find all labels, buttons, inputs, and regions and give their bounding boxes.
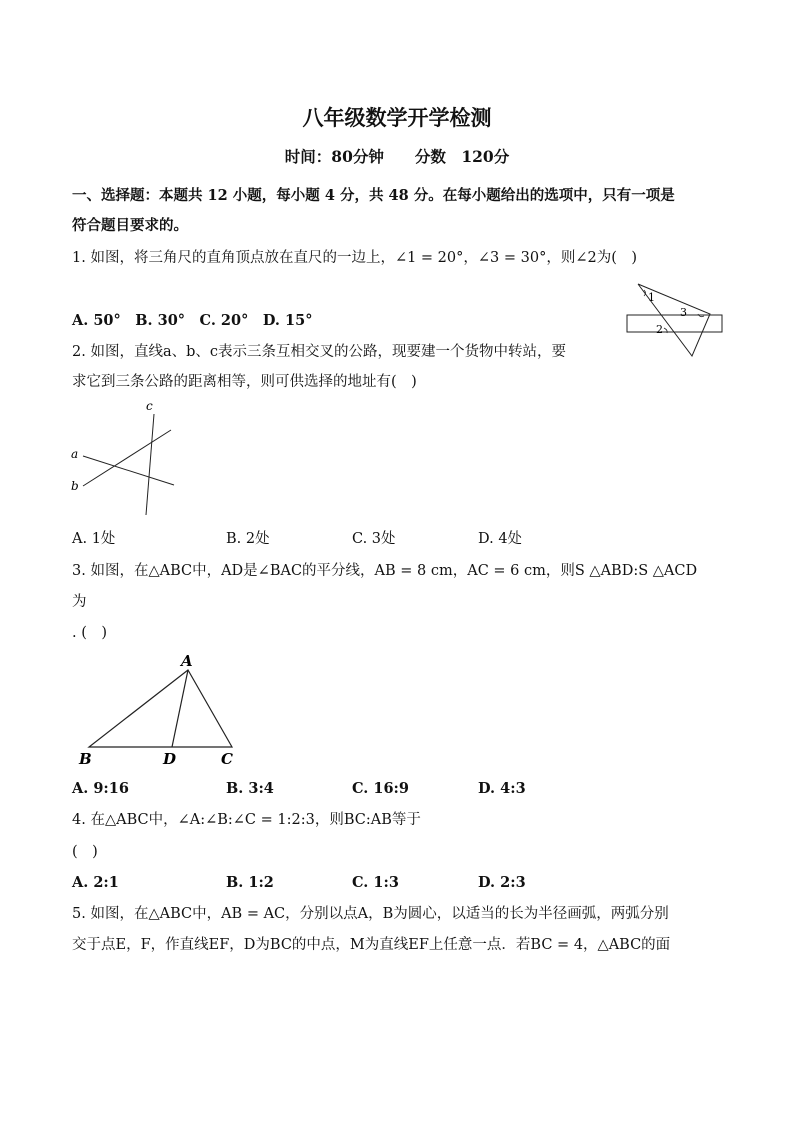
line-label-b: b — [71, 479, 79, 493]
question-3-figure — [75, 650, 245, 768]
triangle-abc — [89, 670, 232, 747]
question-3-line3: . ( ) — [72, 625, 108, 641]
question-4-option-a: A. 2:1 — [72, 874, 119, 891]
vertex-label-b: B — [79, 750, 92, 768]
vertex-label-c: C — [221, 750, 233, 768]
question-1-options: A. 50° B. 30° C. 20° D. 15° — [72, 312, 313, 329]
question-4-option-c: C. 1:3 — [352, 874, 399, 891]
question-2-line2: 求它到三条公路的距离相等，则可供选择的地址有( ) — [72, 374, 417, 390]
question-2-option-d: D. 4处 — [478, 531, 523, 547]
question-3-option-b: B. 3:4 — [226, 780, 274, 797]
vertex-label-a: A — [181, 652, 193, 670]
question-2-line1: 2. 如图，直线a、b、c表示三条互相交叉的公路，现要建一个货物中转站，要 — [72, 344, 566, 360]
page-title: 八年级数学开学检测 — [302, 105, 492, 130]
ruler-shape — [627, 315, 722, 332]
section-heading-line2: 符合题目要求的。 — [72, 217, 188, 234]
question-3-option-a: A. 9:16 — [72, 780, 129, 797]
question-2-option-c: C. 3处 — [352, 531, 396, 547]
question-2-figure — [65, 398, 185, 518]
question-1-figure — [620, 280, 730, 360]
vertex-label-d: D — [163, 750, 177, 768]
question-2-option-b: B. 2处 — [226, 531, 270, 547]
question-4-option-d: D. 2:3 — [478, 874, 526, 891]
angle-label-1: 1 — [648, 291, 655, 304]
question-1-text: 1. 如图，将三角尺的直角顶点放在直尺的一边上，∠1 = 20°，∠3 = 30°，则∠2为( ) — [72, 250, 638, 266]
section-heading-line1: 一、选择题：本题共 12 小题，每小题 4 分，共 48 分。在每小题给出的选项中，只有一项是 — [72, 187, 675, 204]
road-line-b — [83, 430, 171, 486]
road-line-c — [146, 414, 154, 515]
road-line-a — [83, 456, 174, 485]
question-4-option-b: B. 1:2 — [226, 874, 274, 891]
line-label-a: a — [71, 447, 79, 461]
angle-label-3: 3 — [680, 306, 687, 319]
question-3-option-d: D. 4:3 — [478, 780, 526, 797]
question-2-option-a: A. 1处 — [72, 531, 116, 547]
question-3-option-c: C. 16:9 — [352, 780, 410, 797]
question-3-line2: 为 — [72, 594, 87, 610]
question-5-line1: 5. 如图，在△ABC中，AB = AC，分别以点A，B为圆心，以适当的长为半径画弧，两弧分别 — [72, 906, 669, 922]
line-label-c: c — [146, 399, 153, 413]
exam-info: 时间：80分钟 分数 120分 — [284, 147, 510, 166]
question-4-line2: ( ) — [72, 844, 98, 860]
angle-label-2: 2 — [656, 323, 663, 336]
question-3-line1: 3. 如图，在△ABC中，AD是∠BAC的平分线，AB = 8 cm，AC = 6 cm，则S △ABD:S △ACD — [72, 563, 698, 579]
question-4-line1: 4. 在△ABC中，∠A:∠B:∠C = 1:2:3，则BC:AB等于 — [72, 812, 421, 828]
bisector-ad — [172, 670, 188, 747]
question-5-line2: 交于点E，F，作直线EF，D为BC的中点，M为直线EF上任意一点．若BC = 4，△ABC的面 — [72, 937, 671, 953]
